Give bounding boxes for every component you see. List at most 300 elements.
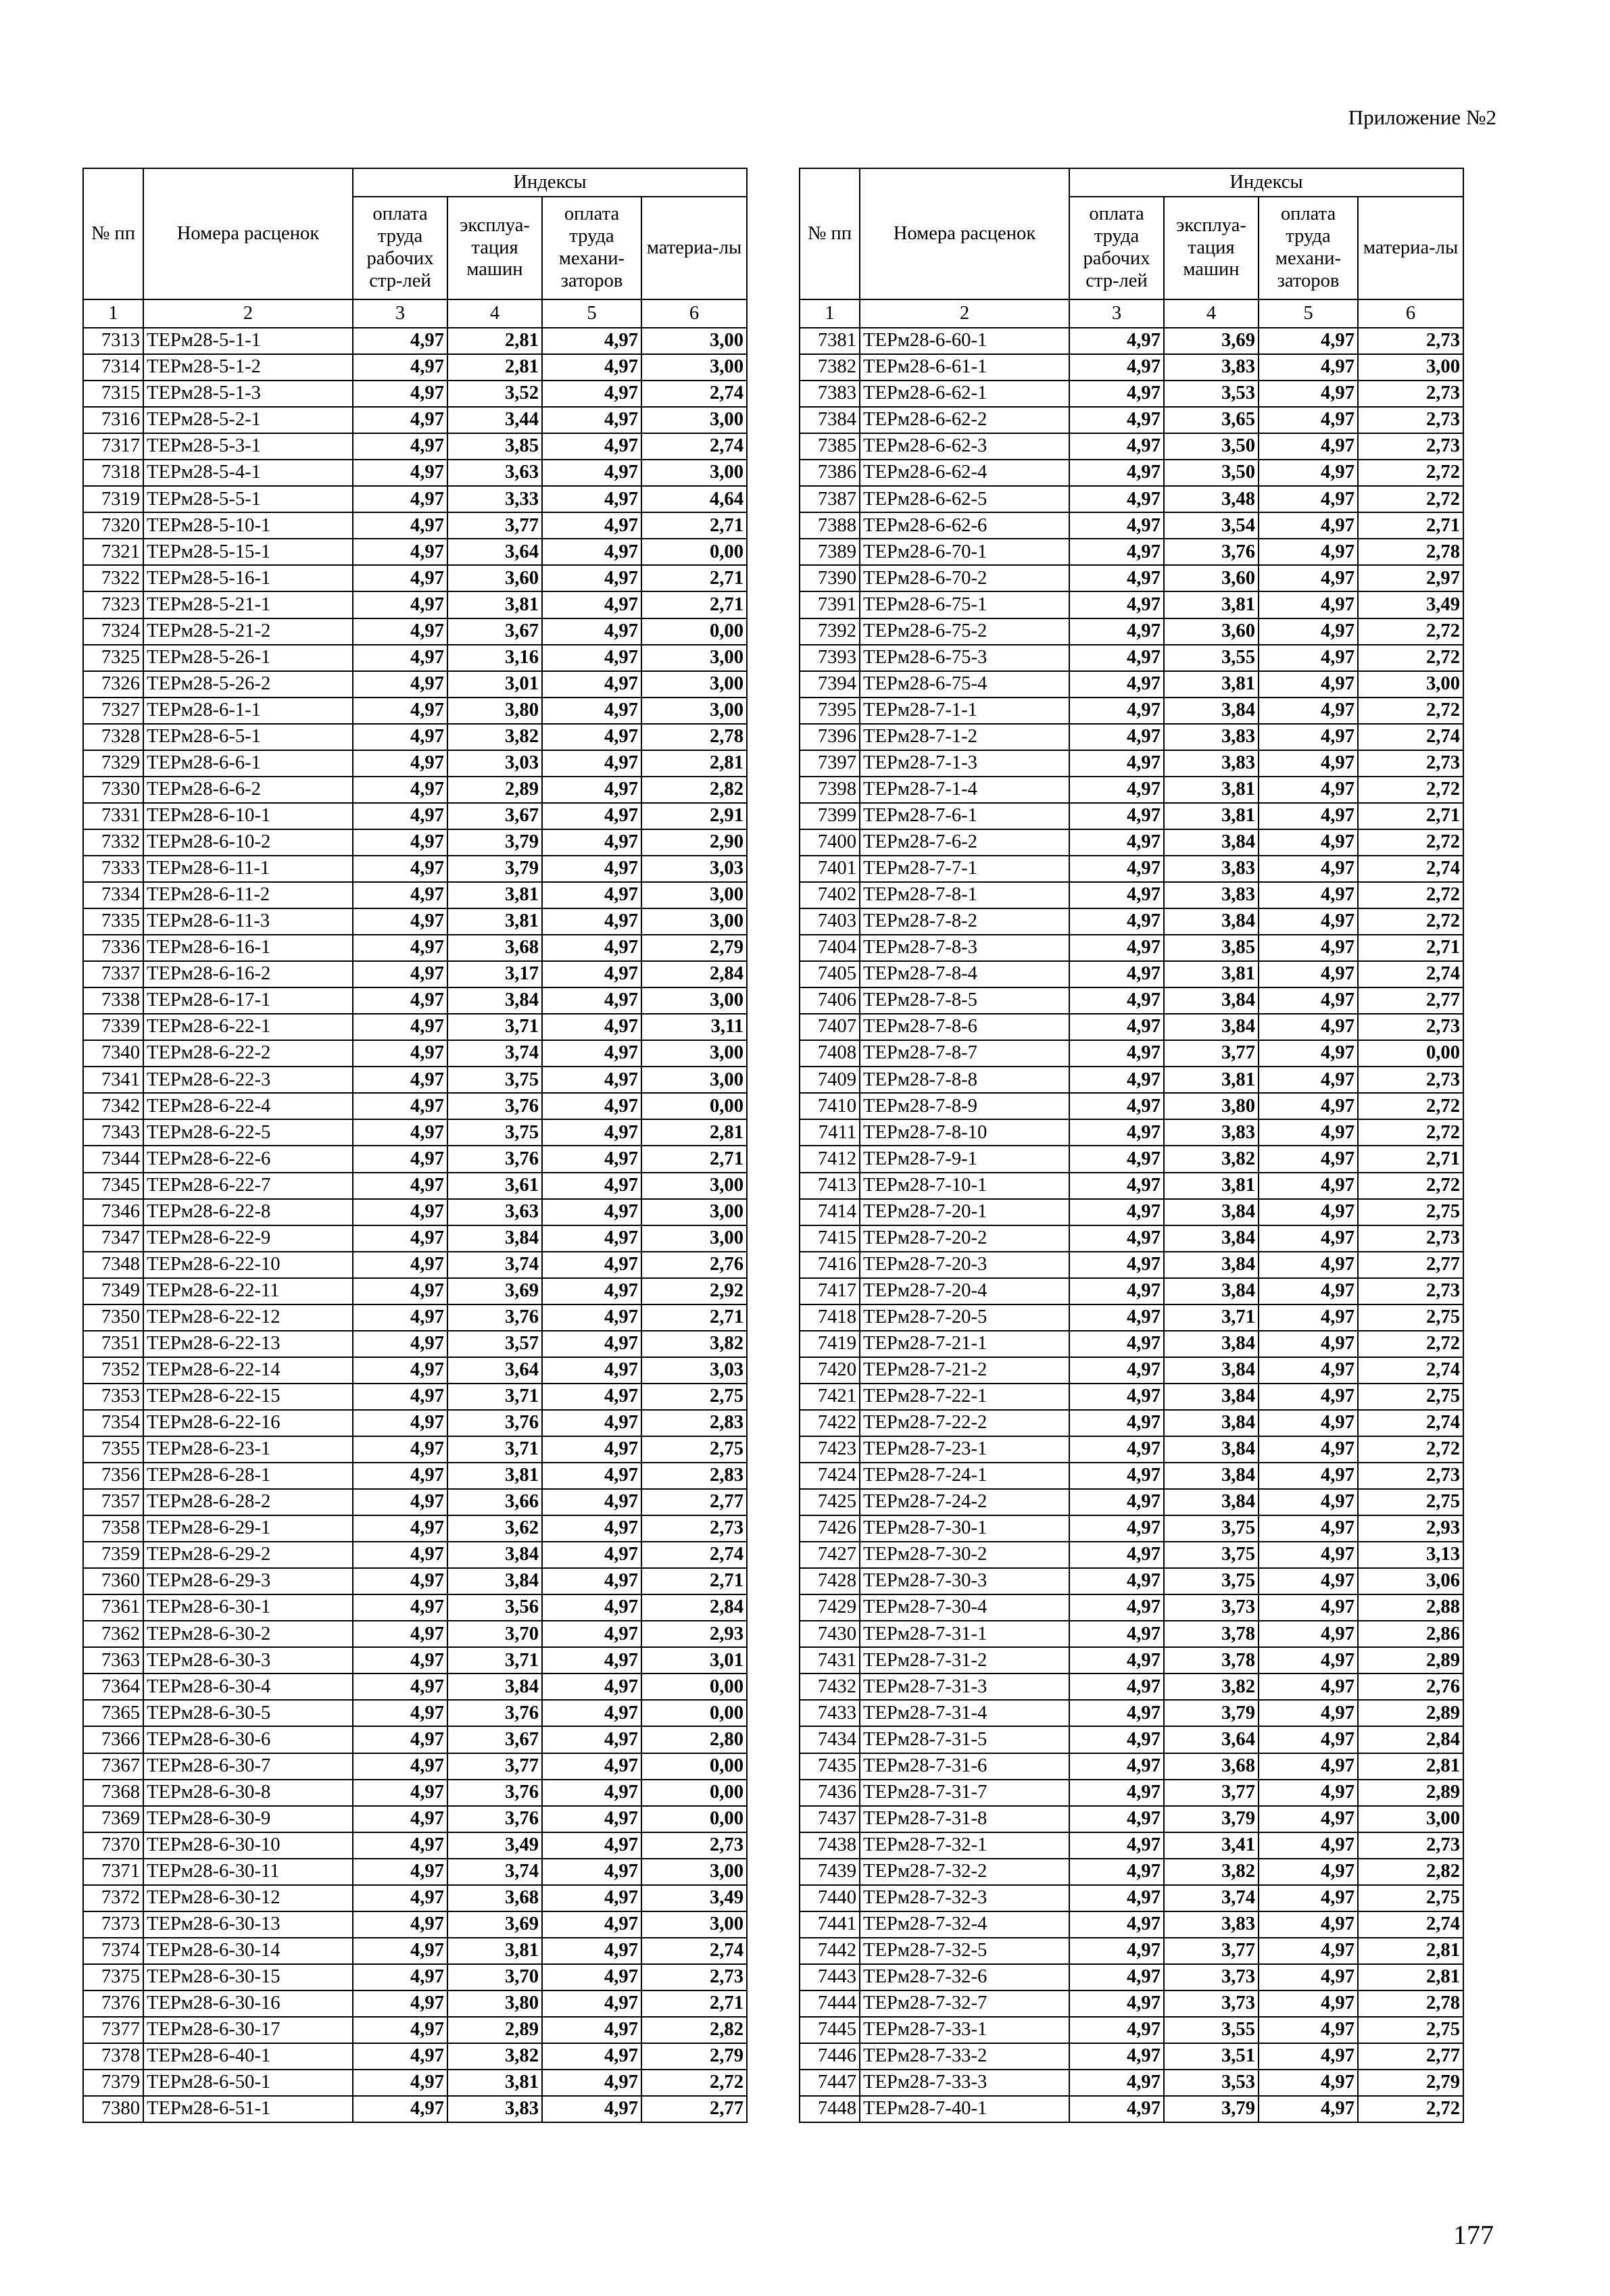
machines-index: 3,82 <box>1164 1859 1259 1885</box>
row-number: 7368 <box>83 1780 143 1806</box>
machines-index: 3,83 <box>447 2096 542 2122</box>
labor-index: 4,97 <box>353 1726 447 1753</box>
row-number: 7396 <box>800 724 860 750</box>
row-number: 7365 <box>83 1700 143 1726</box>
mechanics-index: 4,97 <box>542 354 641 381</box>
machines-index: 3,84 <box>1164 1384 1259 1410</box>
machines-index: 3,83 <box>1164 1119 1259 1146</box>
machines-index: 3,73 <box>1164 1594 1259 1621</box>
row-number: 7382 <box>800 354 860 381</box>
row-number: 7395 <box>800 698 860 724</box>
row-number: 7423 <box>800 1436 860 1463</box>
mechanics-index: 4,97 <box>1259 1621 1358 1647</box>
rate-code: ТЕРм28-6-1-1 <box>143 698 353 724</box>
machines-index: 3,84 <box>1164 1252 1259 1278</box>
mechanics-index: 4,97 <box>1259 2017 1358 2043</box>
materials-index: 2,76 <box>1358 1674 1463 1700</box>
machines-index: 3,84 <box>1164 1225 1259 1252</box>
materials-index: 3,00 <box>641 698 747 724</box>
machines-index: 3,81 <box>447 1938 542 1964</box>
row-number: 7437 <box>800 1806 860 1832</box>
materials-index: 2,72 <box>1358 882 1463 908</box>
mechanics-index: 4,97 <box>1259 777 1358 803</box>
mechanics-index: 4,97 <box>542 1700 641 1726</box>
labor-index: 4,97 <box>353 1806 447 1832</box>
row-number: 7337 <box>83 961 143 987</box>
labor-index: 4,97 <box>1069 1594 1164 1621</box>
materials-index: 2,84 <box>641 1594 747 1621</box>
rate-code: ТЕРм28-6-30-11 <box>143 1859 353 1885</box>
mechanics-index: 4,97 <box>1259 1674 1358 1700</box>
machines-index: 3,76 <box>1164 539 1259 565</box>
table-row <box>83 1278 747 1304</box>
mechanics-index: 4,97 <box>1259 1806 1358 1832</box>
labor-index: 4,97 <box>353 1885 447 1911</box>
table-row <box>83 724 747 750</box>
row-number: 7340 <box>83 1040 143 1067</box>
materials-index: 2,76 <box>641 1252 747 1278</box>
mechanics-index: 4,97 <box>1259 1384 1358 1410</box>
materials-index: 2,71 <box>641 1304 747 1331</box>
labor-index: 4,97 <box>1069 1647 1164 1674</box>
mechanics-index: 4,97 <box>542 1674 641 1700</box>
mechanics-index: 4,97 <box>1259 1780 1358 1806</box>
row-number: 7372 <box>83 1885 143 1911</box>
materials-index: 0,00 <box>641 1780 747 1806</box>
labor-index: 4,97 <box>353 1568 447 1594</box>
machines-index: 3,75 <box>447 1119 542 1146</box>
rate-code: ТЕРм28-6-75-4 <box>860 671 1069 698</box>
machines-index: 3,81 <box>1164 1173 1259 1199</box>
header-mechanics: оплата труда механи-заторов <box>1259 197 1358 299</box>
mechanics-index: 4,97 <box>1259 539 1358 565</box>
rate-code: ТЕРм28-7-21-2 <box>860 1357 1069 1384</box>
header-col-number: 6 <box>1358 299 1463 328</box>
table-row <box>800 1040 1463 1067</box>
row-number: 7338 <box>83 987 143 1014</box>
mechanics-index: 4,97 <box>1259 1040 1358 1067</box>
labor-index: 4,97 <box>353 2017 447 2043</box>
labor-index: 4,97 <box>1069 1964 1164 1990</box>
machines-index: 3,68 <box>1164 1753 1259 1780</box>
materials-index: 2,71 <box>641 565 747 591</box>
mechanics-index: 4,97 <box>1259 1199 1358 1225</box>
materials-index: 2,74 <box>1358 1911 1463 1938</box>
header-col-number: 5 <box>1259 299 1358 328</box>
rate-code: ТЕРм28-6-30-15 <box>143 1964 353 1990</box>
labor-index: 4,97 <box>1069 671 1164 698</box>
table-row <box>83 803 747 829</box>
machines-index: 3,55 <box>1164 645 1259 671</box>
row-number: 7435 <box>800 1753 860 1780</box>
materials-index: 2,74 <box>1358 961 1463 987</box>
materials-index: 2,74 <box>641 381 747 407</box>
row-number: 7346 <box>83 1199 143 1225</box>
row-number: 7342 <box>83 1093 143 1119</box>
rate-code: ТЕРм28-7-31-6 <box>860 1753 1069 1780</box>
mechanics-index: 4,97 <box>1259 1436 1358 1463</box>
materials-index: 0,00 <box>641 1700 747 1726</box>
table-row <box>83 1780 747 1806</box>
machines-index: 3,81 <box>447 908 542 935</box>
table-row <box>800 1938 1463 1964</box>
mechanics-index: 4,97 <box>542 591 641 618</box>
table-row <box>800 1990 1463 2017</box>
row-number: 7335 <box>83 908 143 935</box>
machines-index: 3,16 <box>447 645 542 671</box>
table-row <box>800 724 1463 750</box>
labor-index: 4,97 <box>1069 1357 1164 1384</box>
machines-index: 3,84 <box>1164 1199 1259 1225</box>
table-row <box>83 1647 747 1674</box>
rate-code: ТЕРм28-7-32-1 <box>860 1832 1069 1859</box>
machines-index: 3,84 <box>1164 1463 1259 1489</box>
table-row <box>83 1542 747 1568</box>
labor-index: 4,97 <box>353 1173 447 1199</box>
rate-code: ТЕРм28-5-21-1 <box>143 591 353 618</box>
machines-index: 3,54 <box>1164 512 1259 539</box>
rate-code: ТЕРм28-7-32-4 <box>860 1911 1069 1938</box>
machines-index: 3,73 <box>1164 1990 1259 2017</box>
table-row <box>83 1463 747 1489</box>
rate-code: ТЕРм28-7-32-5 <box>860 1938 1069 1964</box>
rate-code: ТЕРм28-6-62-1 <box>860 381 1069 407</box>
table-row <box>800 1410 1463 1436</box>
labor-index: 4,97 <box>1069 354 1164 381</box>
rate-code: ТЕРм28-7-33-1 <box>860 2017 1069 2043</box>
labor-index: 4,97 <box>353 381 447 407</box>
row-number: 7398 <box>800 777 860 803</box>
materials-index: 2,88 <box>1358 1594 1463 1621</box>
row-number: 7350 <box>83 1304 143 1331</box>
labor-index: 4,97 <box>1069 512 1164 539</box>
machines-index: 3,73 <box>1164 1964 1259 1990</box>
row-number: 7428 <box>800 1568 860 1594</box>
mechanics-index: 4,97 <box>542 328 641 354</box>
materials-index: 2,91 <box>641 803 747 829</box>
materials-index: 2,72 <box>1358 777 1463 803</box>
labor-index: 4,97 <box>1069 935 1164 961</box>
materials-index: 2,81 <box>641 1119 747 1146</box>
materials-index: 3,00 <box>1358 671 1463 698</box>
machines-index: 3,82 <box>1164 1674 1259 1700</box>
machines-index: 3,52 <box>447 381 542 407</box>
table-row <box>83 1753 747 1780</box>
rate-code: ТЕРм28-7-6-2 <box>860 829 1069 856</box>
table-row <box>83 1199 747 1225</box>
machines-index: 3,79 <box>447 856 542 882</box>
machines-index: 3,80 <box>447 1990 542 2017</box>
rate-code: ТЕРм28-6-62-5 <box>860 486 1069 512</box>
mechanics-index: 4,97 <box>1259 750 1358 777</box>
rate-code: ТЕРм28-6-30-10 <box>143 1832 353 1859</box>
table-row <box>800 618 1463 645</box>
rate-code: ТЕРм28-6-30-9 <box>143 1806 353 1832</box>
machines-index: 3,74 <box>447 1040 542 1067</box>
machines-index: 3,78 <box>1164 1647 1259 1674</box>
labor-index: 4,97 <box>353 856 447 882</box>
labor-index: 4,97 <box>1069 565 1164 591</box>
mechanics-index: 4,97 <box>1259 618 1358 645</box>
labor-index: 4,97 <box>353 1304 447 1331</box>
mechanics-index: 4,97 <box>1259 1700 1358 1726</box>
machines-index: 3,56 <box>447 1594 542 1621</box>
machines-index: 3,76 <box>447 1146 542 1172</box>
materials-index: 2,73 <box>1358 750 1463 777</box>
table-row <box>800 1014 1463 1040</box>
table-row <box>800 671 1463 698</box>
table-row <box>800 1384 1463 1410</box>
table-row <box>83 328 747 354</box>
rate-code: ТЕРм28-7-31-8 <box>860 1806 1069 1832</box>
mechanics-index: 4,97 <box>542 1119 641 1146</box>
table-row <box>83 961 747 987</box>
table-row <box>800 565 1463 591</box>
machines-index: 3,81 <box>447 2070 542 2096</box>
materials-index: 2,81 <box>1358 1964 1463 1990</box>
row-number: 7360 <box>83 1568 143 1594</box>
mechanics-index: 4,97 <box>542 1885 641 1911</box>
table-row <box>83 1119 747 1146</box>
labor-index: 4,97 <box>353 1753 447 1780</box>
row-number: 7318 <box>83 460 143 486</box>
machines-index: 3,83 <box>1164 750 1259 777</box>
row-number: 7355 <box>83 1436 143 1463</box>
row-number: 7443 <box>800 1964 860 1990</box>
rate-code: ТЕРм28-7-8-10 <box>860 1119 1069 1146</box>
header-machines: эксплуа-тация машин <box>1164 197 1259 299</box>
machines-index: 3,68 <box>447 935 542 961</box>
mechanics-index: 4,97 <box>1259 829 1358 856</box>
materials-index: 2,75 <box>1358 2017 1463 2043</box>
machines-index: 3,66 <box>447 1489 542 1515</box>
labor-index: 4,97 <box>353 354 447 381</box>
row-number: 7422 <box>800 1410 860 1436</box>
mechanics-index: 4,97 <box>542 1938 641 1964</box>
row-number: 7444 <box>800 1990 860 2017</box>
machines-index: 3,84 <box>1164 1436 1259 1463</box>
rate-code: ТЕРм28-6-61-1 <box>860 354 1069 381</box>
labor-index: 4,97 <box>1069 1173 1164 1199</box>
rate-code: ТЕРм28-6-16-1 <box>143 935 353 961</box>
rate-code: ТЕРм28-6-40-1 <box>143 2043 353 2070</box>
machines-index: 3,81 <box>447 882 542 908</box>
machines-index: 3,80 <box>447 698 542 724</box>
labor-index: 4,97 <box>1069 1780 1164 1806</box>
rate-code: ТЕРм28-7-30-3 <box>860 1568 1069 1594</box>
mechanics-index: 4,97 <box>1259 512 1358 539</box>
materials-index: 3,00 <box>641 1173 747 1199</box>
machines-index: 3,79 <box>1164 1700 1259 1726</box>
materials-index: 2,71 <box>641 591 747 618</box>
mechanics-index: 4,97 <box>1259 591 1358 618</box>
table-row <box>800 1542 1463 1568</box>
mechanics-index: 4,97 <box>1259 381 1358 407</box>
materials-index: 2,73 <box>1358 1832 1463 1859</box>
rate-code: ТЕРм28-7-32-6 <box>860 1964 1069 1990</box>
rate-code: ТЕРм28-6-6-1 <box>143 750 353 777</box>
machines-index: 3,69 <box>1164 328 1259 354</box>
machines-index: 3,76 <box>447 1806 542 1832</box>
machines-index: 3,67 <box>447 803 542 829</box>
table-row <box>83 1146 747 1172</box>
table-row <box>83 2017 747 2043</box>
rate-code: ТЕРм28-7-31-2 <box>860 1647 1069 1674</box>
rate-code: ТЕРм28-6-30-6 <box>143 1726 353 1753</box>
materials-index: 2,72 <box>1358 618 1463 645</box>
labor-index: 4,97 <box>1069 882 1164 908</box>
row-number: 7330 <box>83 777 143 803</box>
labor-index: 4,97 <box>353 1542 447 1568</box>
row-number: 7421 <box>800 1384 860 1410</box>
table-row <box>83 1436 747 1463</box>
materials-index: 3,06 <box>1358 1568 1463 1594</box>
mechanics-index: 4,97 <box>542 1093 641 1119</box>
header-machines: эксплуа-тация машин <box>447 197 542 299</box>
table-row <box>800 1964 1463 1990</box>
materials-index: 2,73 <box>1358 1225 1463 1252</box>
rate-code: ТЕРм28-7-30-2 <box>860 1542 1069 1568</box>
labor-index: 4,97 <box>1069 908 1164 935</box>
row-number: 7376 <box>83 1990 143 2017</box>
header-labor: оплата труда рабочих стр-лей <box>353 197 447 299</box>
header-num: № пп <box>800 168 860 299</box>
materials-index: 2,97 <box>1358 565 1463 591</box>
labor-index: 4,97 <box>353 1990 447 2017</box>
machines-index: 3,84 <box>1164 1331 1259 1357</box>
materials-index: 2,83 <box>641 1410 747 1436</box>
labor-index: 4,97 <box>1069 460 1164 486</box>
machines-index: 3,84 <box>447 1568 542 1594</box>
materials-index: 3,00 <box>641 1911 747 1938</box>
rate-code: ТЕРм28-6-22-11 <box>143 1278 353 1304</box>
materials-index: 2,79 <box>1358 2070 1463 2096</box>
materials-index: 2,74 <box>641 1938 747 1964</box>
machines-index: 3,75 <box>1164 1515 1259 1542</box>
row-number: 7418 <box>800 1304 860 1331</box>
header-col-number: 2 <box>860 299 1069 328</box>
table-row <box>800 354 1463 381</box>
rate-code: ТЕРм28-5-26-2 <box>143 671 353 698</box>
table-row <box>83 1225 747 1252</box>
row-number: 7320 <box>83 512 143 539</box>
table-row <box>800 1806 1463 1832</box>
materials-index: 2,75 <box>641 1436 747 1463</box>
mechanics-index: 4,97 <box>1259 1067 1358 1093</box>
table-row <box>83 2096 747 2122</box>
table-row <box>83 1726 747 1753</box>
labor-index: 4,97 <box>353 328 447 354</box>
rate-code: ТЕРм28-6-22-12 <box>143 1304 353 1331</box>
machines-index: 3,82 <box>447 2043 542 2070</box>
table-row <box>83 565 747 591</box>
row-number: 7397 <box>800 750 860 777</box>
rate-code: ТЕРм28-6-22-14 <box>143 1357 353 1384</box>
labor-index: 4,97 <box>1069 1990 1164 2017</box>
materials-index: 2,74 <box>1358 856 1463 882</box>
rate-code: ТЕРм28-5-21-2 <box>143 618 353 645</box>
mechanics-index: 4,97 <box>1259 2096 1358 2122</box>
table-row <box>83 1938 747 1964</box>
labor-index: 4,97 <box>1069 1093 1164 1119</box>
row-number: 7391 <box>800 591 860 618</box>
header-col-number: 6 <box>641 299 747 328</box>
rate-code: ТЕРм28-6-30-16 <box>143 1990 353 2017</box>
row-number: 7315 <box>83 381 143 407</box>
rate-code: ТЕРм28-5-2-1 <box>143 407 353 433</box>
row-number: 7411 <box>800 1119 860 1146</box>
row-number: 7321 <box>83 539 143 565</box>
materials-index: 2,75 <box>1358 1199 1463 1225</box>
row-number: 7448 <box>800 2096 860 2122</box>
mechanics-index: 4,97 <box>542 1225 641 1252</box>
materials-index: 2,73 <box>1358 381 1463 407</box>
materials-index: 2,73 <box>641 1832 747 1859</box>
materials-index: 2,71 <box>641 1146 747 1172</box>
labor-index: 4,97 <box>1069 1806 1164 1832</box>
table-row <box>800 2096 1463 2122</box>
materials-index: 3,03 <box>641 1357 747 1384</box>
mechanics-index: 4,97 <box>542 829 641 856</box>
rate-code: ТЕРм28-7-21-1 <box>860 1331 1069 1357</box>
machines-index: 3,60 <box>447 565 542 591</box>
table-row <box>800 1304 1463 1331</box>
table-row <box>800 1753 1463 1780</box>
table-row <box>83 407 747 433</box>
materials-index: 2,80 <box>641 1726 747 1753</box>
mechanics-index: 4,97 <box>1259 1885 1358 1911</box>
rate-code: ТЕРм28-6-30-17 <box>143 2017 353 2043</box>
table-row <box>83 1621 747 1647</box>
header-col-number: 2 <box>143 299 353 328</box>
mechanics-index: 4,97 <box>542 882 641 908</box>
materials-index: 2,74 <box>641 1542 747 1568</box>
rate-code: ТЕРм28-5-16-1 <box>143 565 353 591</box>
row-number: 7333 <box>83 856 143 882</box>
labor-index: 4,97 <box>1069 1331 1164 1357</box>
labor-index: 4,97 <box>1069 2043 1164 2070</box>
machines-index: 3,77 <box>447 1753 542 1780</box>
machines-index: 2,81 <box>447 354 542 381</box>
labor-index: 4,97 <box>353 1146 447 1172</box>
labor-index: 4,97 <box>353 777 447 803</box>
labor-index: 4,97 <box>353 1911 447 1938</box>
row-number: 7326 <box>83 671 143 698</box>
mechanics-index: 4,97 <box>542 1067 641 1093</box>
header-col-number: 3 <box>1069 299 1164 328</box>
rate-code: ТЕРм28-6-23-1 <box>143 1436 353 1463</box>
row-number: 7379 <box>83 2070 143 2096</box>
rate-code: ТЕРм28-7-8-5 <box>860 987 1069 1014</box>
table-row <box>800 987 1463 1014</box>
mechanics-index: 4,97 <box>1259 645 1358 671</box>
table-row <box>800 908 1463 935</box>
table-row <box>800 433 1463 460</box>
mechanics-index: 4,97 <box>1259 1225 1358 1252</box>
machines-index: 3,50 <box>1164 433 1259 460</box>
labor-index: 4,97 <box>1069 829 1164 856</box>
rate-code: ТЕРм28-6-5-1 <box>143 724 353 750</box>
mechanics-index: 4,97 <box>542 407 641 433</box>
rate-code: ТЕРм28-6-30-12 <box>143 1885 353 1911</box>
labor-index: 4,97 <box>353 987 447 1014</box>
mechanics-index: 4,97 <box>542 1278 641 1304</box>
table-row <box>800 1832 1463 1859</box>
labor-index: 4,97 <box>1069 2096 1164 2122</box>
machines-index: 3,84 <box>1164 987 1259 1014</box>
table-row <box>83 777 747 803</box>
row-number: 7323 <box>83 591 143 618</box>
